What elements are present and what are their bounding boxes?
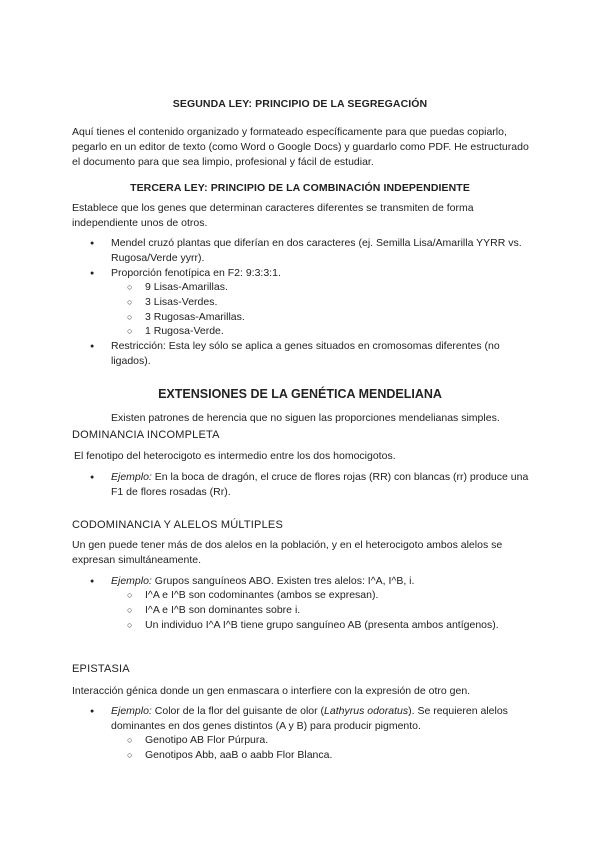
species-name: Lathyrus odoratus xyxy=(324,705,409,717)
sub-bullet-icon: ○ xyxy=(127,297,133,307)
list-item xyxy=(90,470,531,500)
sub-list-item xyxy=(127,748,535,763)
list-item-text: Color de la flor del guisante de olor ( xyxy=(151,705,325,717)
list-item xyxy=(90,339,531,369)
list-item xyxy=(90,704,531,734)
list-item-text: Grupos sanguíneos ABO. Existen tres alelos: I^A, I^B, i. xyxy=(151,575,415,587)
sub-list-item xyxy=(127,618,535,633)
tercera-ley-title: TERCERA LEY: PRINCIPIO DE LA COMBINACIÓN INDEPENDIENTE xyxy=(130,182,470,194)
example-label: Ejemplo: xyxy=(111,471,152,483)
sub-bullet-icon: ○ xyxy=(127,735,133,745)
bullet-icon: ● xyxy=(90,708,95,715)
codominancia-heading: CODOMINANCIA Y ALELOS MÚLTIPLES xyxy=(72,519,283,531)
sub-list-item xyxy=(127,310,535,325)
sub-list-item xyxy=(127,295,535,310)
dominancia-text: El fenotipo del heterocigoto es intermedio entre los dos homocigotos. xyxy=(74,450,396,462)
list-item xyxy=(90,574,531,589)
tercera-ley-intro: Establece que los genes que determinan caracteres diferentes se transmiten de forma independiente unos de otros. xyxy=(72,202,474,229)
sub-list-item-text: Genotipos Abb, aaB o aabb Flor Blanca. xyxy=(145,749,333,761)
sub-bullet-icon: ○ xyxy=(127,282,133,292)
segunda-ley-title: SEGUNDA LEY: PRINCIPIO DE LA SEGREGACIÓN xyxy=(172,98,428,110)
sub-list-item-text: Genotipo AB Flor Púrpura. xyxy=(145,734,269,746)
sub-bullet-icon: ○ xyxy=(127,750,133,760)
list-item-text-cont: ). Se requieren alelos dominantes en dos genes distintos (A y B) para producir pigmento. xyxy=(111,705,508,732)
sub-list-item-text: 9 Lisas-Amarillas. xyxy=(145,281,228,293)
sub-list-item-text: 3 Rugosas-Amarillas. xyxy=(145,311,245,323)
sub-list-item xyxy=(127,603,535,618)
sub-list-item-text: Un individuo I^A I^B tiene grupo sanguíneo AB (presenta ambos antígenos). xyxy=(145,619,499,631)
epistasia-text: Interacción génica donde un gen enmascara o interfiere con la expresión de otro gen. xyxy=(72,685,471,697)
bullet-icon: ● xyxy=(90,578,95,585)
epistasia-heading: EPISTASIA xyxy=(72,663,130,675)
bullet-icon: ● xyxy=(90,270,95,277)
segunda-ley-intro: Aquí tienes el contenido organizado y formateado específicamente para que puedas copiarlo, pegarlo en un editor de texto (como Word o Google Docs) y guardarlo como PDF. He estructurado el documento para que sea limpio, profesional y fácil de estudiar. xyxy=(72,126,529,168)
extensiones-title: EXTENSIONES DE LA GENÉTICA MENDELIANA xyxy=(158,387,442,401)
sub-bullet-icon: ○ xyxy=(127,326,133,336)
sub-list-item-text: I^A e I^B son dominantes sobre i. xyxy=(145,604,301,616)
sub-bullet-icon: ○ xyxy=(127,620,133,630)
list-item-text: Restricción: Esta ley sólo se aplica a genes situados en cromosomas diferentes (no ligados). xyxy=(111,340,500,367)
sub-list-item-text: 1 Rugosa-Verde. xyxy=(145,325,224,337)
list-item xyxy=(90,266,531,281)
sub-list-item xyxy=(127,280,535,295)
bullet-icon: ● xyxy=(90,474,95,481)
sub-bullet-icon: ○ xyxy=(127,312,133,322)
list-item-text: En la boca de dragón, el cruce de flores rojas (RR) con blancas (rr) produce una F1 de flores rosadas (Rr). xyxy=(111,471,529,498)
dominancia-heading: DOMINANCIA INCOMPLETA xyxy=(72,429,220,441)
codominancia-text: Un gen puede tener más de dos alelos en la población, y en el heterocigoto ambos alelos se expresan simultáneamente. xyxy=(72,539,503,566)
sub-list-item-text: 3 Lisas-Verdes. xyxy=(145,296,218,308)
sub-bullet-icon: ○ xyxy=(127,605,133,615)
sub-bullet-icon: ○ xyxy=(127,590,133,600)
list-item-text: Proporción fenotípica en F2: 9:3:3:1. xyxy=(111,267,281,279)
bullet-icon: ● xyxy=(90,343,95,350)
sub-list-item xyxy=(127,324,535,339)
sub-list-item xyxy=(127,733,535,748)
bullet-icon: ● xyxy=(90,240,95,247)
extensiones-intro: Existen patrones de herencia que no siguen las proporciones mendelianas simples. xyxy=(111,412,500,424)
list-item xyxy=(90,236,531,266)
sub-list-item xyxy=(127,588,535,603)
list-item-text: Mendel cruzó plantas que diferían en dos caracteres (ej. Semilla Lisa/Amarilla YYRR vs. Rugosa/Verde yyrr). xyxy=(111,237,522,264)
sub-list-item-text: I^A e I^B son codominantes (ambos se expresan). xyxy=(145,589,379,601)
example-label: Ejemplo: xyxy=(111,705,152,717)
example-label: Ejemplo: xyxy=(111,575,152,587)
